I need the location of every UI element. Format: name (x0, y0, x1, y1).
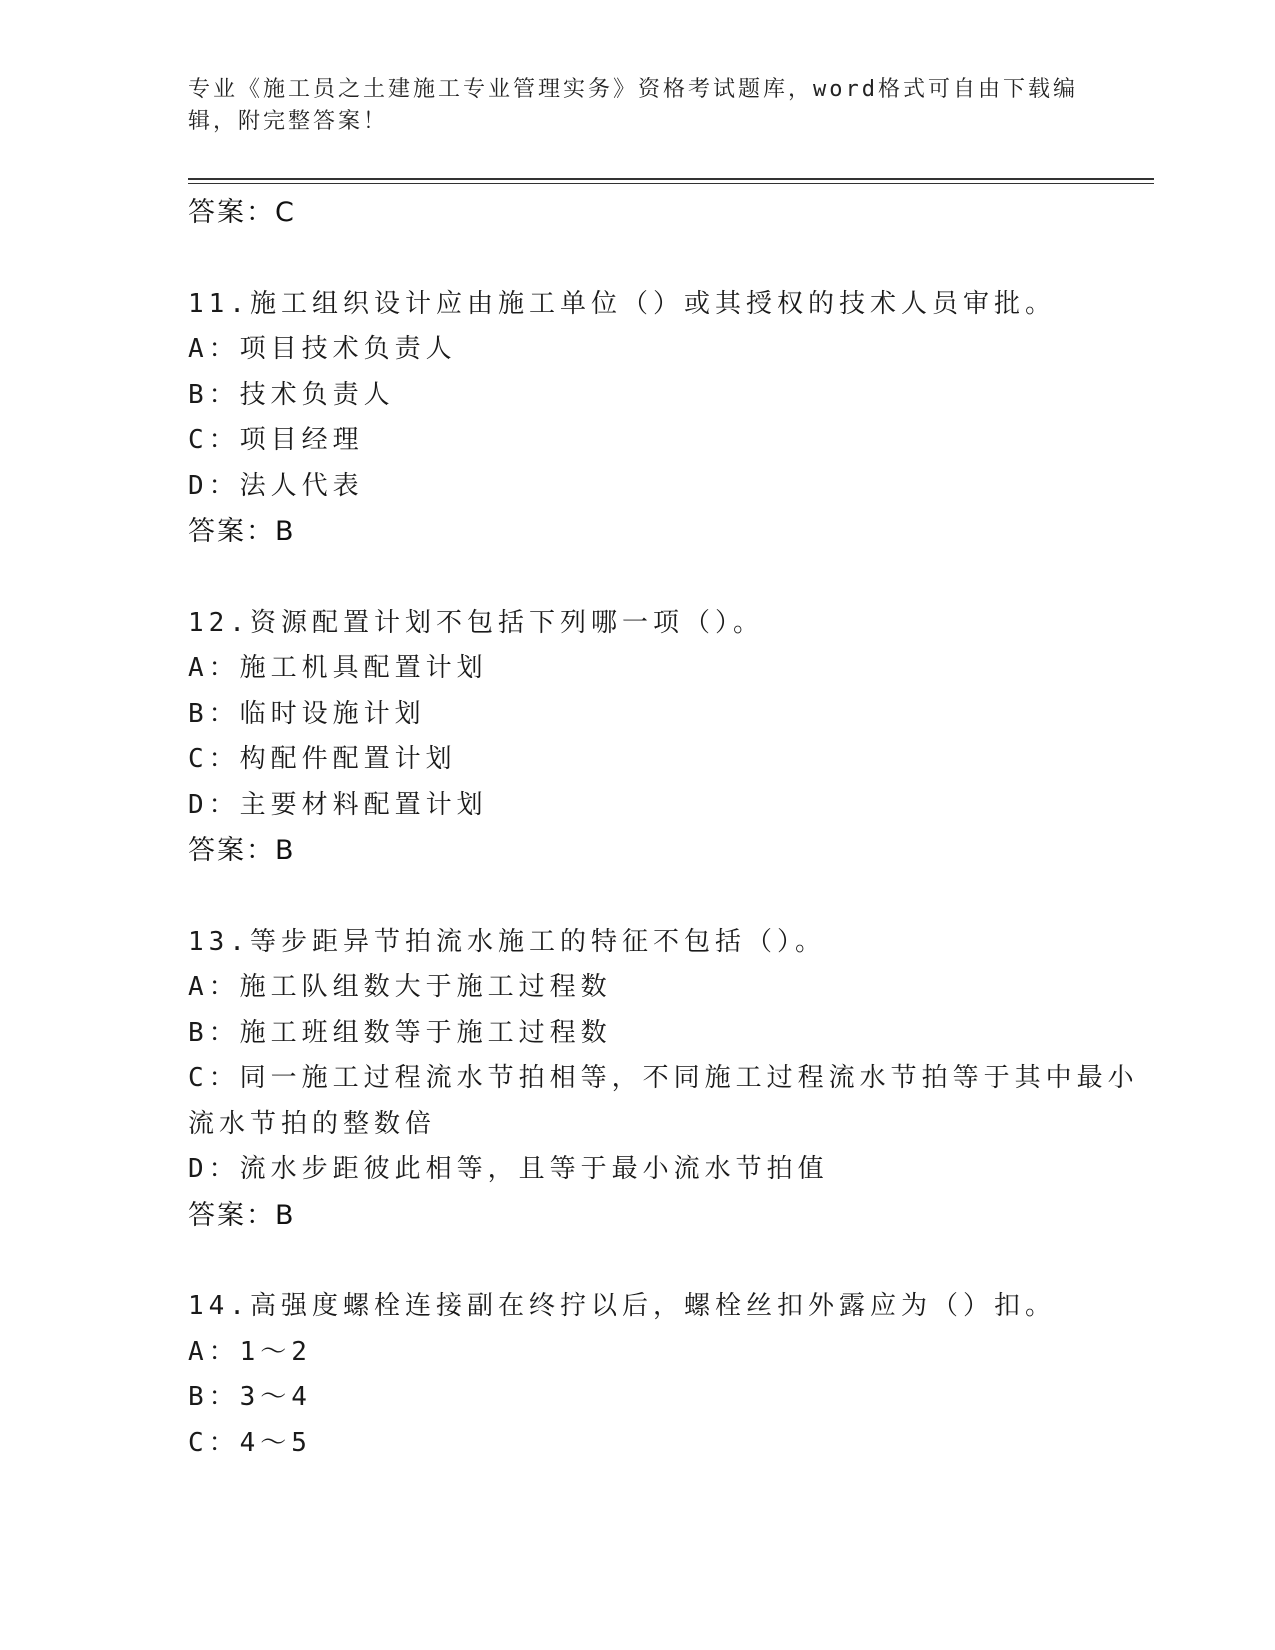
header-rule (188, 178, 1154, 184)
question-12 (188, 601, 1088, 874)
header-line-1: 专业《施工员之土建施工专业管理实务》资格考试题库，word格式可自由下载编 (188, 77, 1078, 102)
option-a: A：1～2 (188, 1336, 312, 1367)
page-header (188, 74, 1078, 138)
option-a: A：施工队组数大于施工过程数 (188, 972, 612, 1002)
question-answer: 答案：B (188, 835, 296, 866)
option-d: D：主要材料配置计划 (188, 789, 488, 820)
option-d: D：流水步距彼此相等，且等于最小流水节拍值 (188, 1154, 829, 1184)
option-c-continued: 流水节拍的整数倍 (188, 1108, 437, 1139)
option-a: A：施工机具配置计划 (188, 653, 488, 683)
question-stem: 12.资源配置计划不包括下列哪一项（）。 (188, 607, 764, 638)
option-c: C：项目经理 (188, 425, 364, 455)
question-list (188, 190, 1139, 1466)
option-a: A：项目技术负责人 (188, 334, 457, 364)
option-c: C：4～5 (188, 1427, 312, 1458)
question-14 (188, 1284, 1088, 1466)
option-b: B：技术负责人 (188, 379, 395, 410)
question-stem: 11.施工组织设计应由施工单位（）或其授权的技术人员审批。 (188, 288, 1056, 319)
previous-answer: 答案：C (188, 197, 296, 228)
question-answer: 答案：B (188, 1199, 296, 1231)
option-c: C：构配件配置计划 (188, 744, 457, 774)
question-stem: 14.高强度螺栓连接副在终拧以后，螺栓丝扣外露应为（）扣。 (188, 1291, 1056, 1321)
option-b: B：3～4 (188, 1382, 312, 1412)
question-answer: 答案：B (188, 516, 296, 547)
question-13 (188, 920, 1139, 1239)
header-line-2: 辑，附完整答案！ (188, 109, 389, 134)
option-c: C：同一施工过程流水节拍相等，不同施工过程流水节拍等于其中最小 (188, 1063, 1139, 1093)
question-stem: 13.等步距异节拍流水施工的特征不包括（）。 (188, 926, 826, 957)
option-b: B：临时设施计划 (188, 698, 426, 729)
option-d: D：法人代表 (188, 470, 364, 501)
option-b: B：施工班组数等于施工过程数 (188, 1017, 612, 1048)
question-11 (188, 282, 1088, 555)
